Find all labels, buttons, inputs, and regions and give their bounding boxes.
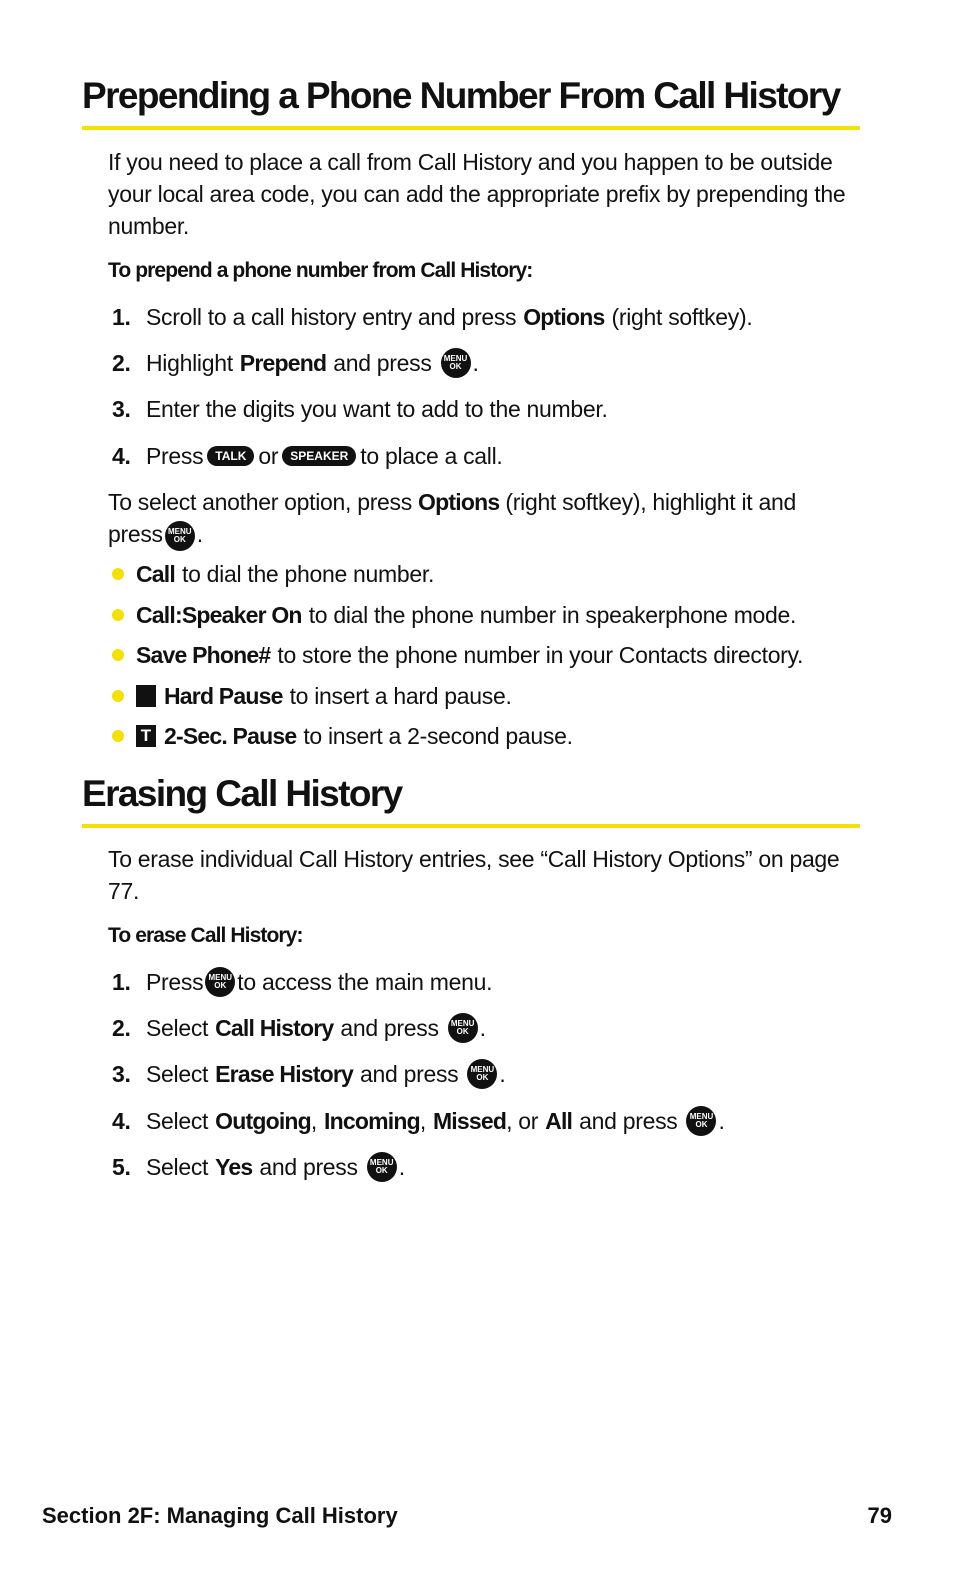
bullet-icon <box>112 568 124 580</box>
speaker-key-icon: SPEAKER <box>282 446 356 466</box>
step-number: 3. <box>112 1061 131 1087</box>
erase-step-3: 3. Select Erase History and press MENU OK . <box>112 1058 872 1090</box>
step-number: 4. <box>112 1108 131 1134</box>
step-text: Press <box>146 443 204 469</box>
menu-ok-key-icon: MENU OK <box>441 348 471 378</box>
erase-step-2: 2. Select Call History and press MENU OK . <box>112 1012 872 1044</box>
option-bullet-save: Save Phone# to store the phone number in your Contacts directory. <box>112 640 872 670</box>
options-paragraph: To select another option, press Options (right softkey), highlight it and press MENU OK . <box>108 486 864 551</box>
erase-step-1: 1. Press MENU OK to access the main menu. <box>112 966 872 998</box>
hard-pause-icon <box>136 685 156 707</box>
menu-ok-key-icon: MENU OK <box>205 967 235 997</box>
prepend-step-1 <box>112 301 872 333</box>
step-text: Enter the digits you want to add to the number. <box>146 396 608 422</box>
section-title-prepending: Prepending a Phone Number From Call History <box>82 74 860 130</box>
step-number: 3. <box>112 396 131 422</box>
timed-pause-icon: T <box>136 725 156 747</box>
section-title-erasing: Erasing Call History <box>82 772 860 828</box>
menu-ok-key-icon: MENU OK <box>686 1106 716 1136</box>
option-bullet-hard-pause: Hard Pause to insert a hard pause. <box>112 681 872 711</box>
step-number: 1. <box>112 304 131 330</box>
bullet-icon <box>112 730 124 742</box>
erase-step-5: 5. Select Yes and press MENU OK . <box>112 1151 872 1183</box>
page-number: 79 <box>867 1503 892 1528</box>
menu-ok-key-icon: MENU OK <box>448 1013 478 1043</box>
prepend-step-2: 2. Highlight Prepend and press MENU OK . <box>112 347 872 379</box>
step-number: 4. <box>112 443 131 469</box>
step-text: Highlight <box>146 350 233 376</box>
menu-ok-key-icon: MENU OK <box>467 1059 497 1089</box>
step-number: 1. <box>112 969 131 995</box>
step-number: 5. <box>112 1154 131 1180</box>
erase-lead: To erase Call History: <box>108 924 303 947</box>
option-bullet-2sec-pause: T 2-Sec. Pause to insert a 2-second pause. <box>112 721 872 751</box>
step-text: or <box>258 443 279 469</box>
step-text: (right softkey). <box>611 304 753 330</box>
prepend-label: Prepend <box>239 350 327 376</box>
footer-section-title: Section 2F: Managing Call History <box>42 1503 398 1528</box>
bullet-icon <box>112 609 124 621</box>
talk-key-icon: TALK <box>207 446 254 466</box>
step-number: 2. <box>112 1015 131 1041</box>
prepend-intro: If you need to place a call from Call History and you happen to be outside your local area code, you can add the appropriate prefix by prepending the number. <box>108 149 846 239</box>
prepend-lead: To prepend a phone number from Call History: <box>108 259 533 282</box>
options-label: Options <box>418 489 500 515</box>
options-label: Options <box>523 304 605 330</box>
bullet-icon <box>112 649 124 661</box>
prepend-step-3 <box>112 393 872 425</box>
option-bullet-speaker: Call:Speaker On to dial the phone number in speakerphone mode. <box>112 600 872 630</box>
step-text: Scroll to a call history entry and press <box>146 304 517 330</box>
menu-ok-key-icon: MENU OK <box>165 521 195 551</box>
step-text: to place a call. <box>360 443 503 469</box>
erase-intro: To erase individual Call History entries, see “Call History Options” on page 77. <box>108 846 840 904</box>
erase-step-4: 4. Select Outgoing , Incoming , Missed , or All and press MENU OK . <box>112 1105 872 1137</box>
prepend-step-4 <box>112 440 872 472</box>
menu-ok-key-icon: MENU OK <box>367 1152 397 1182</box>
step-text: and press <box>333 350 432 376</box>
step-number: 2. <box>112 350 131 376</box>
bullet-icon <box>112 690 124 702</box>
option-bullet-call: Call to dial the phone number. <box>112 559 872 589</box>
